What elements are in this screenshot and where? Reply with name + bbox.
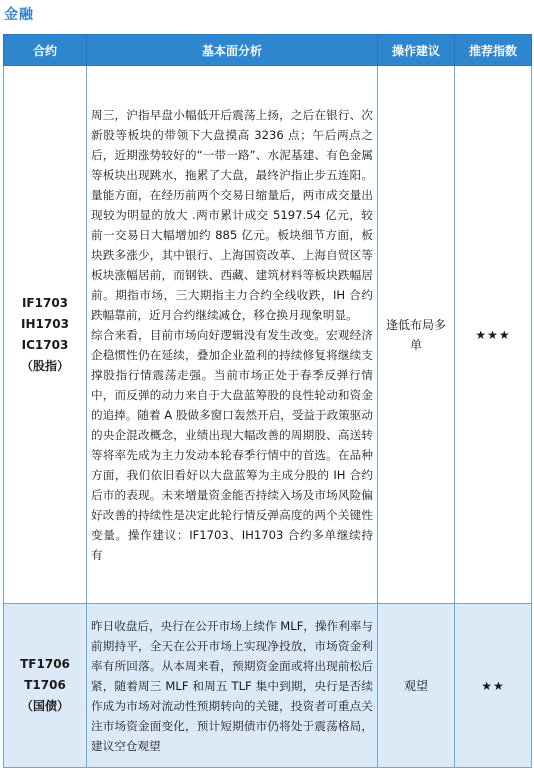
contract-cell (4, 604, 87, 768)
contract-code: TF1706 (20, 657, 70, 671)
contract-code: IC1703 (21, 337, 69, 352)
analysis-paragraph: 周三，沪指早盘小幅低开后震荡上扬，之后在银行、次新股等板块的带领下大盘摸高 3236 点；午后两点之后，近期涨势较好的“一带一路”、水泥基建、有色金属等板块出现跳水，拖累了大盘，最终沪指止步五连阳。量能方面，在经历前两个交易日缩量后，两市成交量出现较为明显的放大 .两市累计成交 5197.54 亿元，较前一交易日大幅增加约 885 亿元。板块细节方面，板块跌多涨少，其中银行、上海国资改革、上海自贸区等板块涨幅居前，而钢铁、西藏、建筑材料等板块跌幅居前。期指市场，三大期指主力合约全线收跌，IH 合约跌幅靠前，近月合约继续减仓，移仓换月现象明显。 (91, 107, 373, 322)
contract-code: T1706 (24, 678, 66, 692)
table-row (4, 604, 532, 768)
analysis-paragraph: 综合来看，目前市场向好逻辑没有发生改变。宏观经济企稳惯性仍在延续，叠加企业盈利的持续修复将继续支撑股指行情震荡走强。当前市场正处于春季反弹行情中，而反弹的动力来自于大盘蓝筹股的良性轮动和资金的追捧。随着 A 股做多窗口轰然开启，受益于政策驱动的央企混改概念，业绩出现大幅改善的周期股、高送转等将率先成为主力发动本轮春季行情中的首选。在品种方面，我们依旧看好以大盘蓝筹为主成分股的 IH 合约后市的表现。未来增量资金能否持续入场及市场风险偏好改善的持续性是决定此轮行情反弹高度的两个关键性变量。操作建议：IF1703、IH1703 合约多单继续持有 (91, 327, 373, 562)
rating-stars: ★★ (455, 604, 532, 768)
contract-code: IF1703 (21, 295, 69, 310)
header-contract: 合约 (4, 35, 87, 66)
contract-code: IH1703 (21, 316, 69, 331)
analysis-paragraph: 昨日收盘后，央行在公开市场上续作 MLF，操作利率与前期持平，全天在公开市场上实现净投放，市场资金利率有所回落。从本周来看，预期资金面或将出现前松后紧，随着周三 MLF 和周五 TLF 集中到期，央行是否续作成为市场对流动性预期转向的关键，投资者可重点关注市场资金面变化，预计短期债市仍将处于震荡格局，建议空仓观望 (91, 618, 373, 753)
analysis-cell (87, 604, 378, 768)
table-row (4, 66, 532, 604)
contract-cell (4, 66, 87, 604)
futures-analysis-table (3, 34, 532, 768)
section-title: 金融 (4, 7, 34, 23)
advice-cell: 观望 (378, 604, 455, 768)
header-rating: 推荐指数 (455, 35, 532, 66)
rating-stars: ★★★ (455, 66, 532, 604)
contract-category: （股指） (20, 358, 69, 373)
contract-category: （国债） (20, 699, 69, 713)
table-header-row (4, 35, 532, 66)
header-advice: 操作建议 (378, 35, 455, 66)
header-analysis: 基本面分析 (87, 35, 378, 66)
advice-cell: 逢低布局多单 (378, 66, 455, 604)
analysis-cell (87, 66, 378, 604)
